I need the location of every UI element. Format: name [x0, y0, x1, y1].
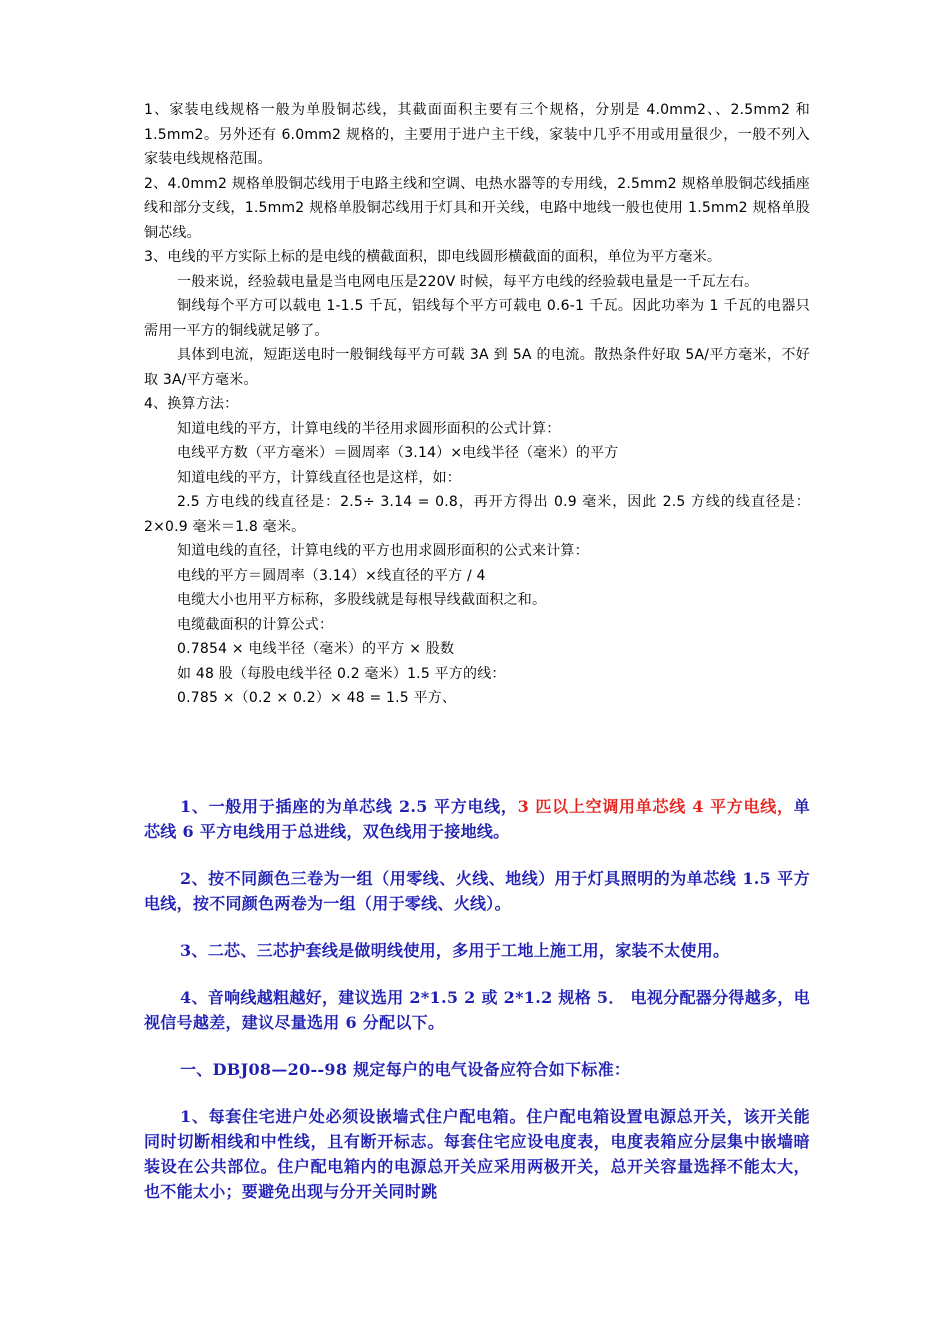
usage-paragraph-2: 2、按不同颜色三卷为一组（用零线、火线、地线）用于灯具照明的为单芯线 1.5 平方电线，按不同颜色两卷为一组（用于零线、火线）。: [144, 869, 810, 913]
paragraph-4-heading: 4、换算方法：: [144, 396, 239, 412]
formula-line: 如 48 股（每股电线半径 0.2 毫米）1.5 平方的线：: [177, 665, 506, 682]
formula-line: 知道电线的平方，计算线直径也是这样，如：: [177, 469, 461, 486]
usage-paragraph-3: 3、二芯、三芯护套线是做明线使用，多用于工地上施工用，家装不太使用。: [180, 941, 730, 960]
usage-paragraph-1: [144, 794, 810, 844]
paragraph-current: 具体到电流，短距送电时一般铜线每平方可载 3A 到 5A 的电流。散热条件好取 5A/平方毫米，不好取 3A/平方毫米。: [144, 347, 810, 388]
usage-paragraph-4: 4、音响线越粗越好，建议选用 2*1.5 2 或 2*1.2 规格 5． 电视分配器分得越多，电视信号越差，建议尽量选用 6 分配以下。: [144, 988, 810, 1032]
paragraph-1: 1、家装电线规格一般为单股铜芯线，其截面面积主要有三个规格，分别是 4.0mm2、、2.5mm2 和 1.5mm2。另外还有 6.0mm2 规格的，主要用于进户主干线，家装中几乎不用或用量很少，一般不列入家装电线规格范围。: [144, 102, 810, 167]
usage-text: 1、一般用于插座的为单芯线 2.5 平方电线，: [180, 797, 518, 816]
paragraph-3: 3、电线的平方实际上标的是电线的横截面积，即电线圆形横截面的面积，单位为平方毫米。: [144, 249, 722, 265]
formula-line: 电线平方数（平方毫米）＝圆周率（3.14）×电线半径（毫米）的平方: [177, 445, 619, 461]
paragraph-load-2: 铜线每个平方可以载电 1-1.5 千瓦，铝线每个平方可载电 0.6-1 千瓦。因此功率为 1 千瓦的电器只需用一平方的铜线就足够了。: [144, 298, 810, 339]
formula-example: 2.5 方电线的线直径是：2.5÷ 3.14 = 0.8，再开方得出 0.9 毫米，因此 2.5 方线的线直径是：2×0.9 毫米＝1.8 毫米。: [144, 494, 810, 535]
formula-line: 0.785 ×（0.2 × 0.2）× 48 = 1.5 平方、: [177, 690, 457, 706]
standard-heading: 一、DBJ08—20--98 规定每户的电气设备应符合如下标准：: [180, 1060, 631, 1079]
highlight-text: 3 匹以上空调用单芯线 4 平方电线，: [517, 797, 794, 816]
formula-line: 知道电线的平方，计算电线的半径用求圆形面积的公式计算：: [177, 420, 561, 437]
formula-line: 电缆大小也用平方标称，多股线就是每根导线截面积之和。: [177, 592, 547, 608]
usage-text: 单芯线 6 平方电线用于总进线，双色线用于接地线。: [144, 797, 810, 841]
formula-line: 0.7854 × 电线半径（毫米）的平方 × 股数: [177, 641, 455, 657]
formula-line: 知道电线的直径，计算电线的平方也用求圆形面积的公式来计算：: [177, 543, 589, 559]
formula-line: 电线的平方＝圆周率（3.14）×线直径的平方 / 4: [177, 567, 486, 584]
standard-paragraph-1: 1、每套住宅进户处必须设嵌墙式住户配电箱。住户配电箱设置电源总开关，该开关能同时切断相线和中性线，且有断开标志。每套住宅应设电度表，电度表箱应分层集中嵌墙暗装设在公共部位。住户配电箱内的电源总开关应采用两极开关，总开关容量选择不能太大，也不能太小；要避免出现与分开关同时跳: [144, 1107, 810, 1201]
wire-spec-section: [144, 98, 810, 711]
paragraph-2: 2、4.0mm2 规格单股铜芯线用于电路主线和空调、电热水器等的专用线，2.5mm2 规格单股铜芯线插座线和部分支线，1.5mm2 规格单股铜芯线用于灯具和开关线，电路中地线一般也使用 1.5mm2 规格单股铜芯线。: [144, 175, 810, 241]
formula-line: 电缆截面积的计算公式：: [177, 616, 334, 633]
usage-section: [144, 794, 810, 1226]
paragraph-load-1: 一般来说，经验载电量是当电网电压是220V 时候，每平方电线的经验载电量是一千瓦左右。: [177, 273, 759, 290]
